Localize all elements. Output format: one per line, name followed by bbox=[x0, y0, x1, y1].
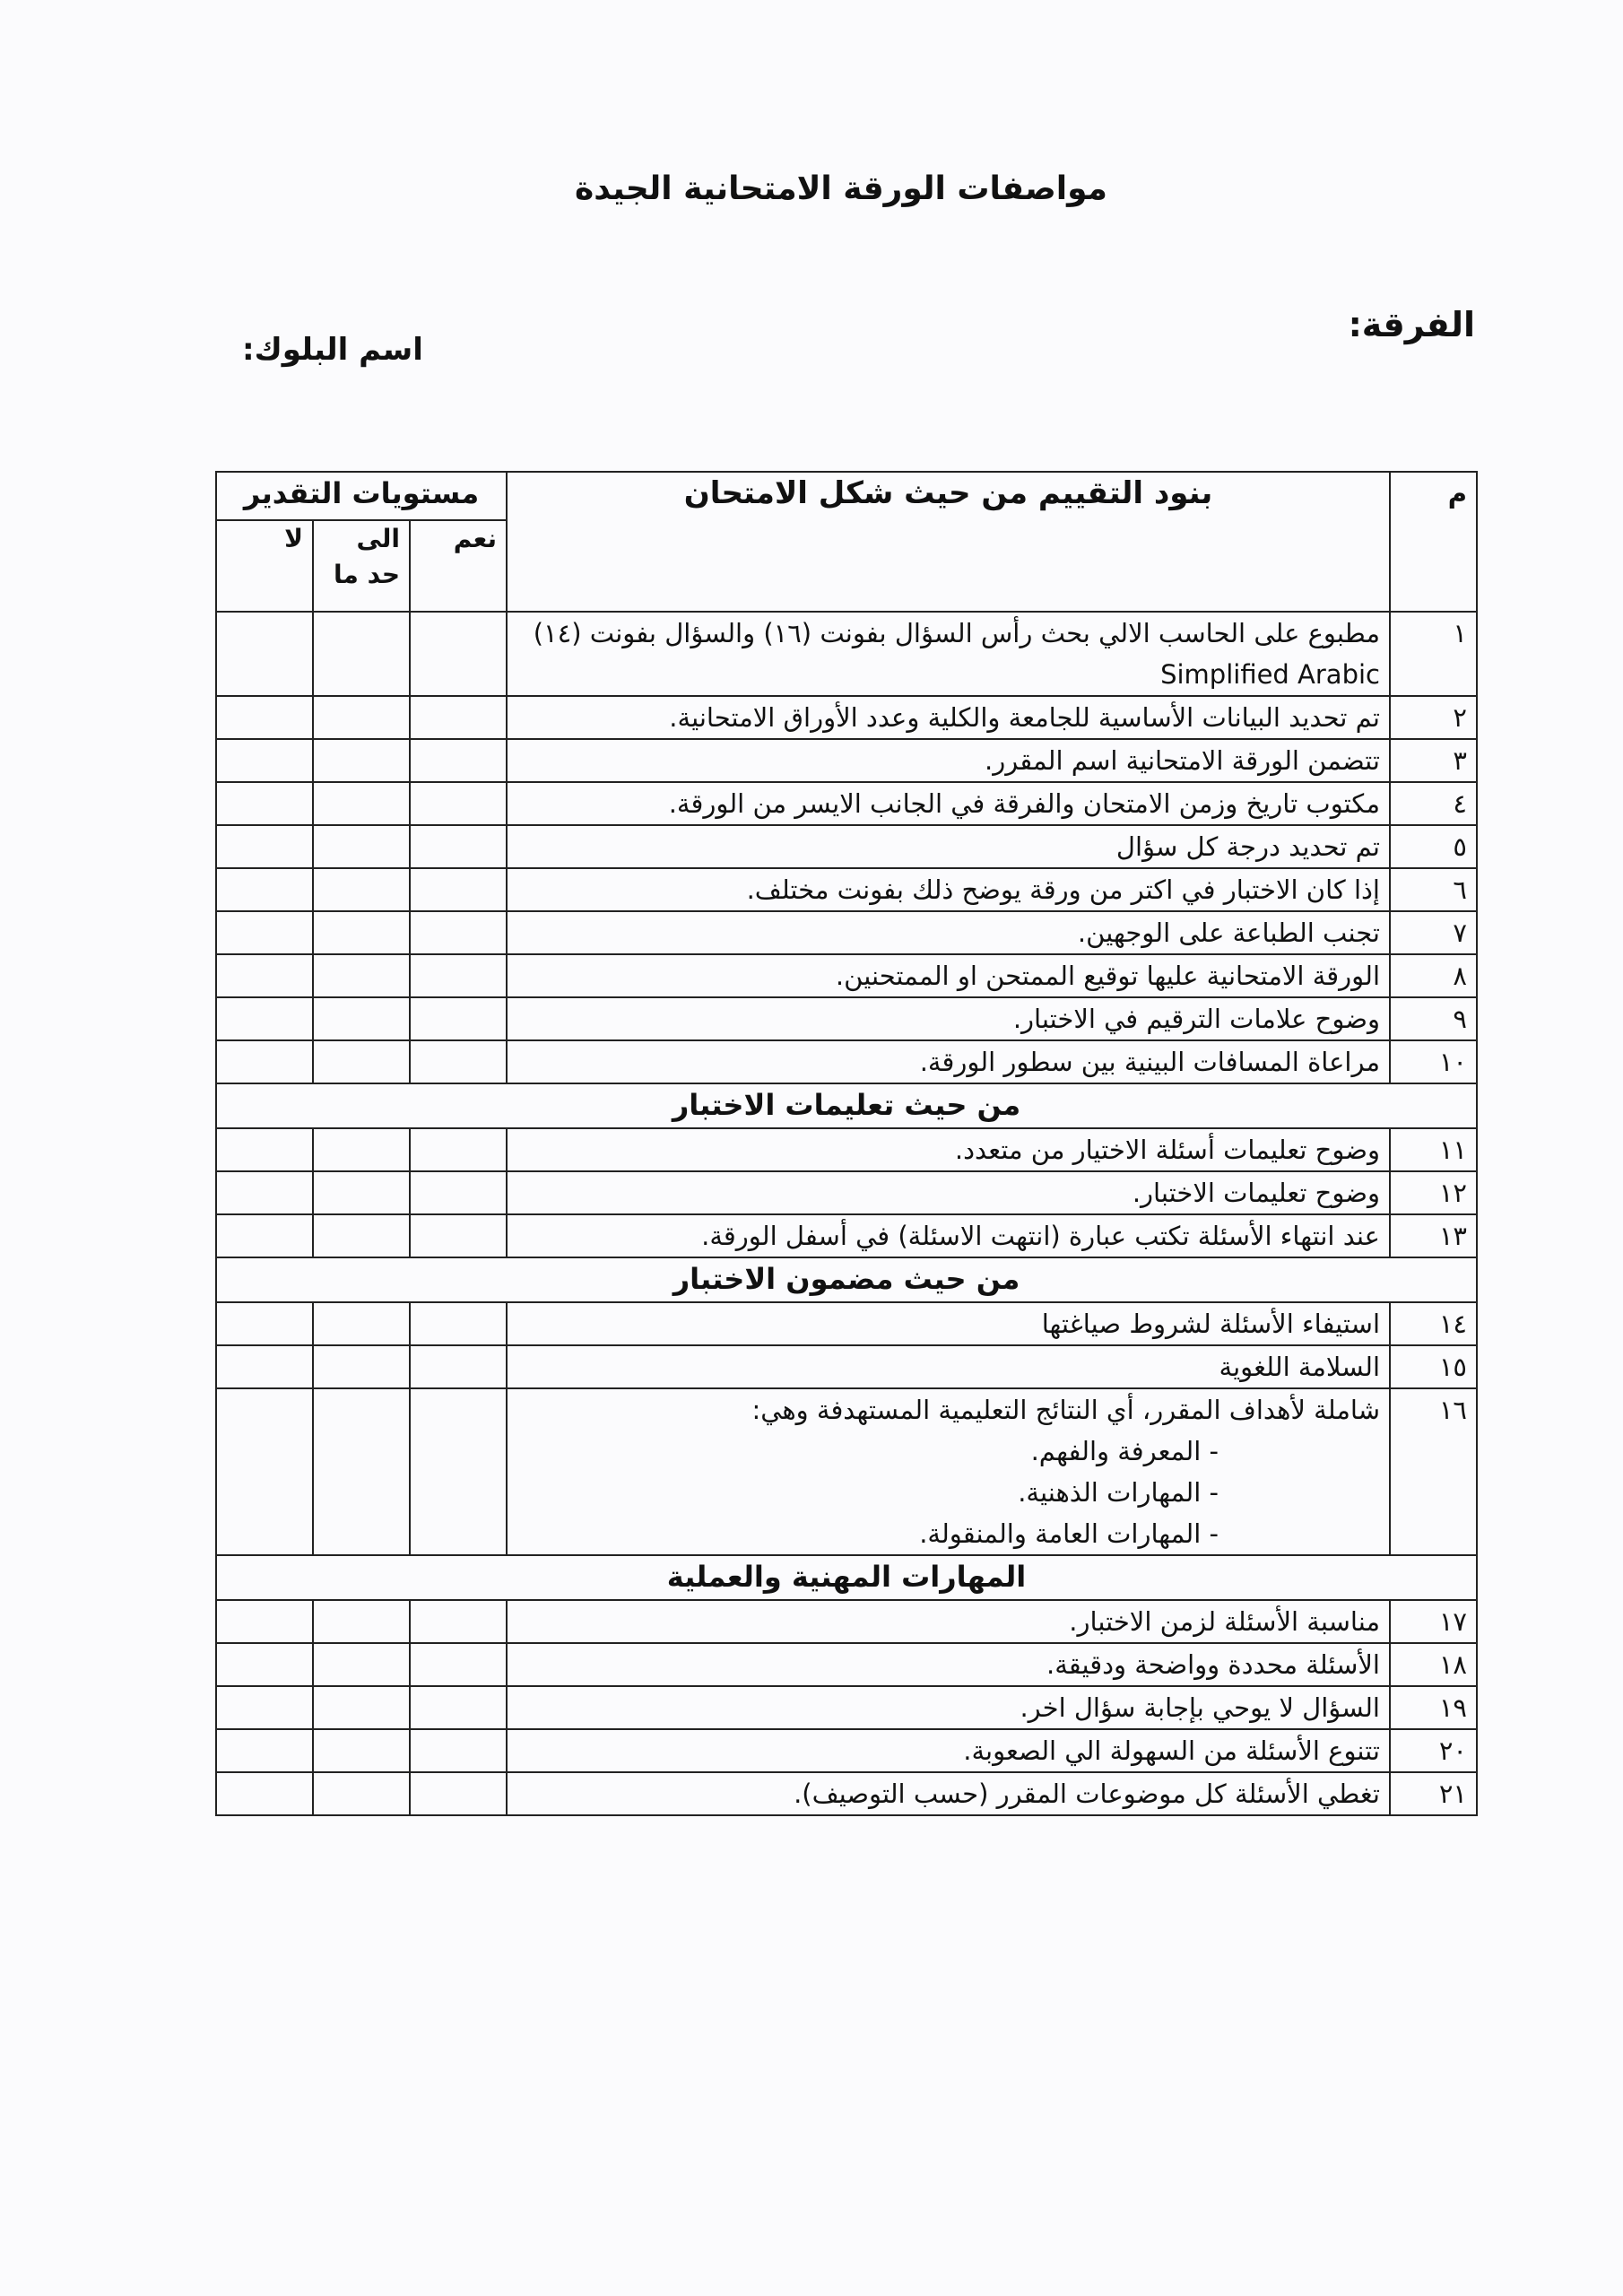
rating-cell-yes[interactable] bbox=[410, 1600, 507, 1643]
item-text: عند انتهاء الأسئلة تكتب عبارة (انتهت الاسئلة) في أسفل الورقة. bbox=[701, 1221, 1380, 1251]
item-text-cell bbox=[507, 868, 1390, 911]
rating-cell-yes[interactable] bbox=[410, 1729, 507, 1772]
rating-cell-partly[interactable] bbox=[313, 1171, 410, 1214]
table-row bbox=[216, 1600, 1477, 1643]
item-text-cell bbox=[507, 1772, 1390, 1815]
item-text-cell bbox=[507, 782, 1390, 825]
section-row bbox=[216, 1083, 1477, 1128]
item-number: ٢٠ bbox=[1390, 1729, 1477, 1772]
rating-cell-partly[interactable] bbox=[313, 739, 410, 782]
item-number: ٧ bbox=[1390, 911, 1477, 954]
item-number: ١١ bbox=[1390, 1128, 1477, 1171]
item-text: الأسئلة محددة وواضحة ودقيقة. bbox=[1046, 1649, 1380, 1680]
rating-cell-yes[interactable] bbox=[410, 696, 507, 739]
item-text-cell bbox=[507, 1128, 1390, 1171]
rating-cell-no[interactable] bbox=[216, 1128, 313, 1171]
rating-cell-no[interactable] bbox=[216, 1643, 313, 1686]
table-row bbox=[216, 739, 1477, 782]
rating-cell-partly[interactable] bbox=[313, 1388, 410, 1555]
table-row bbox=[216, 1729, 1477, 1772]
rating-cell-yes[interactable] bbox=[410, 1772, 507, 1815]
item-text: استيفاء الأسئلة لشروط صياغتها bbox=[1041, 1309, 1380, 1339]
item-number: ١٠ bbox=[1390, 1040, 1477, 1083]
rating-cell-yes[interactable] bbox=[410, 1643, 507, 1686]
item-text-cell bbox=[507, 825, 1390, 868]
item-text-cell bbox=[507, 1686, 1390, 1729]
section-heading: من حيث مضمون الاختبار bbox=[216, 1257, 1477, 1302]
item-subpoint: - المهارات العامة والمنقولة. bbox=[919, 1518, 1219, 1549]
rating-cell-yes[interactable] bbox=[410, 997, 507, 1040]
table-row bbox=[216, 1171, 1477, 1214]
table-row bbox=[216, 1388, 1477, 1555]
rating-cell-yes[interactable] bbox=[410, 782, 507, 825]
item-text: مطبوع على الحاسب الالي بحث رأس السؤال بفونت (١٦) والسؤال بفونت (١٤) Simplified Arabic bbox=[533, 618, 1380, 690]
rating-cell-no[interactable] bbox=[216, 1686, 313, 1729]
rating-cell-yes[interactable] bbox=[410, 825, 507, 868]
item-subpoint: - المعرفة والفهم. bbox=[1030, 1436, 1219, 1466]
table-row bbox=[216, 1686, 1477, 1729]
item-text: تتضمن الورقة الامتحانية اسم المقرر. bbox=[985, 745, 1380, 776]
item-text: السلامة اللغوية bbox=[1219, 1352, 1380, 1382]
rating-cell-yes[interactable] bbox=[410, 868, 507, 911]
item-text-cell bbox=[507, 954, 1390, 997]
item-text: وضوح علامات الترقيم في الاختبار. bbox=[1012, 1004, 1380, 1034]
rating-cell-no[interactable] bbox=[216, 1600, 313, 1643]
header-level-partly: الى حد ما bbox=[313, 520, 410, 612]
rating-cell-partly[interactable] bbox=[313, 1214, 410, 1257]
table-row bbox=[216, 1214, 1477, 1257]
item-text: مناسبة الأسئلة لزمن الاختبار. bbox=[1069, 1606, 1380, 1637]
table-row bbox=[216, 1302, 1477, 1345]
rating-cell-partly[interactable] bbox=[313, 782, 410, 825]
table-row bbox=[216, 997, 1477, 1040]
table-row bbox=[216, 1040, 1477, 1083]
table-row bbox=[216, 825, 1477, 868]
item-text-cell bbox=[507, 696, 1390, 739]
rating-cell-partly[interactable] bbox=[313, 868, 410, 911]
rating-cell-no[interactable] bbox=[216, 954, 313, 997]
rating-cell-no[interactable] bbox=[216, 782, 313, 825]
table-row bbox=[216, 1643, 1477, 1686]
rating-cell-partly[interactable] bbox=[313, 1345, 410, 1388]
rating-cell-no[interactable] bbox=[216, 1171, 313, 1214]
rating-cell-partly[interactable] bbox=[313, 1643, 410, 1686]
item-number: ١٣ bbox=[1390, 1214, 1477, 1257]
rating-cell-no[interactable] bbox=[216, 1388, 313, 1555]
table-row bbox=[216, 696, 1477, 739]
rating-cell-no[interactable] bbox=[216, 911, 313, 954]
section-row bbox=[216, 1257, 1477, 1302]
item-number: ٥ bbox=[1390, 825, 1477, 868]
rating-cell-no[interactable] bbox=[216, 696, 313, 739]
section-row bbox=[216, 1555, 1477, 1600]
rating-cell-partly[interactable] bbox=[313, 1600, 410, 1643]
rating-cell-partly[interactable] bbox=[313, 1040, 410, 1083]
item-text: تجنب الطباعة على الوجهين. bbox=[1077, 918, 1380, 948]
item-text: وضوح تعليمات الاختبار. bbox=[1132, 1178, 1380, 1208]
rating-cell-yes[interactable] bbox=[410, 1345, 507, 1388]
rating-cell-yes[interactable] bbox=[410, 1128, 507, 1171]
section-heading: المهارات المهنية والعملية bbox=[216, 1555, 1477, 1600]
item-number: ١٢ bbox=[1390, 1171, 1477, 1214]
rating-cell-no[interactable] bbox=[216, 997, 313, 1040]
item-text-cell bbox=[507, 1214, 1390, 1257]
rating-cell-no[interactable] bbox=[216, 1040, 313, 1083]
item-text-cell bbox=[507, 612, 1390, 696]
rating-cell-partly[interactable] bbox=[313, 825, 410, 868]
item-text: إذا كان الاختبار في اكتر من ورقة يوضح ذلك بفونت مختلف. bbox=[746, 874, 1380, 905]
section-heading: من حيث تعليمات الاختبار bbox=[216, 1083, 1477, 1128]
item-text: وضوح تعليمات أسئلة الاختيار من متعدد. bbox=[954, 1135, 1380, 1165]
rating-cell-no[interactable] bbox=[216, 1345, 313, 1388]
item-number: ١٧ bbox=[1390, 1600, 1477, 1643]
rating-cell-partly[interactable] bbox=[313, 612, 410, 696]
item-number: ٣ bbox=[1390, 739, 1477, 782]
item-text-cell bbox=[507, 739, 1390, 782]
item-text-cell bbox=[507, 911, 1390, 954]
item-number: ٦ bbox=[1390, 868, 1477, 911]
rating-cell-partly[interactable] bbox=[313, 1128, 410, 1171]
rating-cell-partly[interactable] bbox=[313, 1729, 410, 1772]
table-row bbox=[216, 1128, 1477, 1171]
rating-cell-yes[interactable] bbox=[410, 739, 507, 782]
header-level-yes: نعم bbox=[410, 520, 507, 612]
rating-cell-no[interactable] bbox=[216, 1772, 313, 1815]
rating-cell-yes[interactable] bbox=[410, 1171, 507, 1214]
header-items: بنود التقييم من حيث شكل الامتحان bbox=[507, 472, 1390, 612]
item-text: مراعاة المسافات البينية بين سطور الورقة. bbox=[919, 1047, 1380, 1077]
rating-cell-no[interactable] bbox=[216, 1729, 313, 1772]
header-number: م bbox=[1390, 472, 1477, 612]
rating-cell-partly[interactable] bbox=[313, 696, 410, 739]
rating-cell-yes[interactable] bbox=[410, 911, 507, 954]
item-number: ٤ bbox=[1390, 782, 1477, 825]
rating-cell-partly[interactable] bbox=[313, 1686, 410, 1729]
item-text: تم تحديد البيانات الأساسية للجامعة والكلية وعدد الأوراق الامتحانية. bbox=[669, 702, 1380, 733]
table-row bbox=[216, 1772, 1477, 1815]
item-number: ١٦ bbox=[1390, 1388, 1477, 1555]
rating-cell-yes[interactable] bbox=[410, 1214, 507, 1257]
document-title: مواصفات الورقة الامتحانية الجيدة bbox=[575, 170, 1107, 207]
item-text-cell bbox=[507, 1302, 1390, 1345]
rating-cell-yes[interactable] bbox=[410, 1686, 507, 1729]
rating-cell-no[interactable] bbox=[216, 1302, 313, 1345]
rating-cell-partly[interactable] bbox=[313, 1772, 410, 1815]
item-text-cell bbox=[507, 997, 1390, 1040]
item-number: ٩ bbox=[1390, 997, 1477, 1040]
item-text-cell bbox=[507, 1729, 1390, 1772]
evaluation-table bbox=[215, 471, 1478, 1816]
table-row bbox=[216, 612, 1477, 696]
item-number: ١ bbox=[1390, 612, 1477, 696]
item-number: ١٥ bbox=[1390, 1345, 1477, 1388]
item-text-cell bbox=[507, 1643, 1390, 1686]
item-text-cell bbox=[507, 1600, 1390, 1643]
rating-cell-no[interactable] bbox=[216, 868, 313, 911]
rating-cell-yes[interactable] bbox=[410, 1302, 507, 1345]
header-levels: مستويات التقدير bbox=[216, 472, 507, 520]
rating-cell-no[interactable] bbox=[216, 1214, 313, 1257]
item-subpoint: - المهارات الذهنية. bbox=[1018, 1477, 1219, 1508]
item-text: تم تحديد درجة كل سؤال bbox=[1115, 831, 1380, 862]
table-row bbox=[216, 911, 1477, 954]
rating-cell-yes[interactable] bbox=[410, 1388, 507, 1555]
item-text: تتنوع الأسئلة من السهولة الي الصعوبة. bbox=[963, 1735, 1380, 1766]
rating-cell-no[interactable] bbox=[216, 739, 313, 782]
item-text: تغطي الأسئلة كل موضوعات المقرر (حسب التوصيف). bbox=[794, 1779, 1380, 1809]
rating-cell-no[interactable] bbox=[216, 612, 313, 696]
item-number: ١٩ bbox=[1390, 1686, 1477, 1729]
item-text: شاملة لأهداف المقرر، أي النتائج التعليمية المستهدفة وهي: bbox=[751, 1395, 1380, 1425]
rating-cell-partly[interactable] bbox=[313, 911, 410, 954]
item-number: ١٤ bbox=[1390, 1302, 1477, 1345]
item-text-cell bbox=[507, 1345, 1390, 1388]
rating-cell-yes[interactable] bbox=[410, 954, 507, 997]
table-row bbox=[216, 868, 1477, 911]
item-text: الورقة الامتحانية عليها توقيع الممتحن او الممتحنين. bbox=[835, 961, 1380, 991]
rating-cell-partly[interactable] bbox=[313, 1302, 410, 1345]
item-text-cell bbox=[507, 1040, 1390, 1083]
rating-cell-no[interactable] bbox=[216, 825, 313, 868]
rating-cell-partly[interactable] bbox=[313, 954, 410, 997]
item-number: ١٨ bbox=[1390, 1643, 1477, 1686]
header-level-no: لا bbox=[216, 520, 313, 612]
table-row bbox=[216, 1345, 1477, 1388]
item-number: ٨ bbox=[1390, 954, 1477, 997]
item-number: ٢ bbox=[1390, 696, 1477, 739]
table-row bbox=[216, 782, 1477, 825]
item-text-cell bbox=[507, 1171, 1390, 1214]
item-text-cell bbox=[507, 1388, 1390, 1555]
rating-cell-partly[interactable] bbox=[313, 997, 410, 1040]
rating-cell-yes[interactable] bbox=[410, 612, 507, 696]
item-number: ٢١ bbox=[1390, 1772, 1477, 1815]
table-row bbox=[216, 954, 1477, 997]
rating-cell-yes[interactable] bbox=[410, 1040, 507, 1083]
item-text: مكتوب تاريخ وزمن الامتحان والفرقة في الجانب الايسر من الورقة. bbox=[668, 788, 1380, 819]
faculty-label: الفرقة: bbox=[1348, 305, 1475, 344]
item-text: السؤال لا يوحي بإجابة سؤال اخر. bbox=[1020, 1692, 1380, 1723]
block-name-label: اسم البلوك: bbox=[242, 332, 423, 368]
